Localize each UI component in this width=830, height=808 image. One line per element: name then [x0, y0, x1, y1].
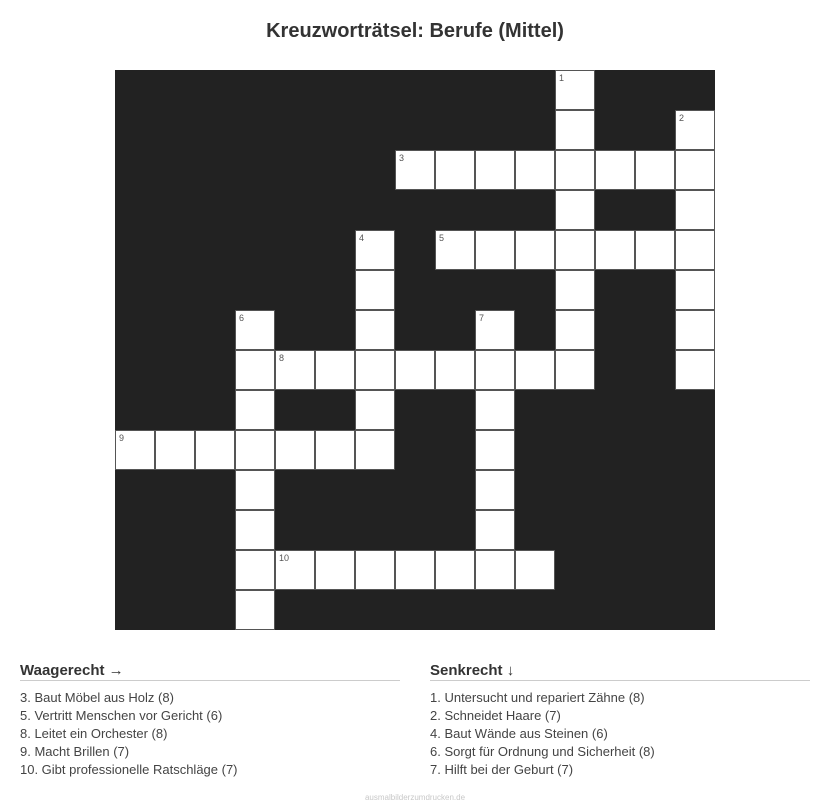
grid-cell[interactable] — [595, 230, 635, 270]
grid-cell[interactable] — [435, 150, 475, 190]
down-clue-list — [430, 689, 810, 779]
clue-across-item: 9. Macht Brillen (7) — [20, 744, 130, 759]
cell-number: 5 — [439, 233, 445, 243]
clue-across-item: 8. Leitet ein Orchester (8) — [20, 726, 168, 741]
grid-cell[interactable] — [475, 310, 515, 350]
grid-cell[interactable] — [275, 350, 315, 390]
grid-cell[interactable] — [395, 150, 435, 190]
grid-cell[interactable] — [515, 350, 555, 390]
grid-cell[interactable] — [235, 350, 275, 390]
grid-cell[interactable] — [555, 270, 595, 310]
grid-cell[interactable] — [355, 270, 395, 310]
grid-cell[interactable] — [235, 310, 275, 350]
grid-cell[interactable] — [475, 230, 515, 270]
grid-cell[interactable] — [555, 110, 595, 150]
cell-number: 1 — [559, 73, 565, 83]
grid-cell[interactable] — [315, 430, 355, 470]
grid-cell[interactable] — [635, 150, 675, 190]
grid-cell[interactable] — [475, 550, 515, 590]
grid-cell[interactable] — [435, 350, 475, 390]
grid-cell[interactable] — [675, 110, 715, 150]
grid-cell[interactable] — [355, 350, 395, 390]
grid-cell[interactable] — [315, 350, 355, 390]
grid-cell[interactable] — [475, 470, 515, 510]
grid-cell[interactable] — [435, 230, 475, 270]
clue-across-item: 10. Gibt professionelle Ratschläge (7) — [20, 762, 238, 777]
grid-cell[interactable] — [555, 190, 595, 230]
down-heading: Senkrecht ↓ — [430, 661, 810, 681]
grid-cell[interactable] — [475, 510, 515, 550]
grid-cell[interactable] — [475, 430, 515, 470]
cell-number: 10 — [279, 553, 290, 563]
grid-cell[interactable] — [115, 430, 155, 470]
grid-cell[interactable] — [675, 350, 715, 390]
grid-cell[interactable] — [435, 550, 475, 590]
grid-cell[interactable] — [235, 510, 275, 550]
grid-cell[interactable] — [675, 230, 715, 270]
grid-cell[interactable] — [235, 590, 275, 630]
grid-cell[interactable] — [235, 430, 275, 470]
puzzle-title: Kreuzworträtsel: Berufe (Mittel) — [266, 20, 564, 42]
grid-cell[interactable] — [675, 150, 715, 190]
grid-cell[interactable] — [355, 430, 395, 470]
grid-cell[interactable] — [475, 150, 515, 190]
clue-down-item: 6. Sorgt für Ordnung und Sicherheit (8) — [430, 744, 655, 759]
clue-down-item: 1. Untersucht und repariert Zähne (8) — [430, 690, 645, 705]
grid-cell[interactable] — [355, 390, 395, 430]
grid-cell[interactable] — [555, 150, 595, 190]
grid-cell[interactable] — [635, 230, 675, 270]
clues-down-section — [430, 661, 810, 779]
grid-cell[interactable] — [595, 150, 635, 190]
clue-across-item: 5. Vertritt Menschen vor Gericht (6) — [20, 708, 223, 723]
clues-across-section — [20, 661, 400, 779]
grid-cell[interactable] — [675, 270, 715, 310]
grid-cell[interactable] — [515, 230, 555, 270]
grid-cell[interactable] — [475, 350, 515, 390]
grid-cell[interactable] — [555, 350, 595, 390]
cell-number: 9 — [119, 433, 125, 443]
grid-cell[interactable] — [675, 310, 715, 350]
cell-number: 2 — [679, 113, 685, 123]
cell-number: 7 — [479, 313, 485, 323]
grid-cell[interactable] — [515, 150, 555, 190]
clue-down-item: 4. Baut Wände aus Steinen (6) — [430, 726, 608, 741]
grid-cell[interactable] — [275, 430, 315, 470]
grid-cell[interactable] — [475, 390, 515, 430]
grid-cell[interactable] — [235, 550, 275, 590]
grid-cell[interactable] — [515, 550, 555, 590]
clue-down-item: 7. Hilft bei der Geburt (7) — [430, 762, 574, 777]
grid-cell[interactable] — [355, 230, 395, 270]
grid-cell[interactable] — [195, 430, 235, 470]
grid-cell[interactable] — [275, 550, 315, 590]
footer-credit: ausmalbilderzumdrucken.de — [364, 793, 466, 802]
grid-cell[interactable] — [355, 550, 395, 590]
grid-cell[interactable] — [235, 390, 275, 430]
clue-across-item: 3. Baut Möbel aus Holz (8) — [20, 690, 174, 705]
grid-cell[interactable] — [315, 550, 355, 590]
grid-cell[interactable] — [555, 70, 595, 110]
grid-cell[interactable] — [555, 310, 595, 350]
grid-cell[interactable] — [555, 230, 595, 270]
across-heading: Waagerecht → — [20, 661, 400, 681]
cell-number: 8 — [279, 353, 285, 363]
clue-down-item: 2. Schneidet Haare (7) — [430, 708, 561, 723]
grid-cell[interactable] — [355, 310, 395, 350]
grid-cell[interactable] — [395, 350, 435, 390]
cell-number: 6 — [239, 313, 245, 323]
grid-cell[interactable] — [395, 550, 435, 590]
across-clue-list — [20, 689, 400, 779]
grid-cell[interactable] — [675, 190, 715, 230]
cell-number: 3 — [399, 153, 405, 163]
cell-number: 4 — [359, 233, 365, 243]
grid-cell[interactable] — [235, 470, 275, 510]
grid-cell[interactable] — [155, 430, 195, 470]
crossword-grid — [115, 70, 715, 630]
